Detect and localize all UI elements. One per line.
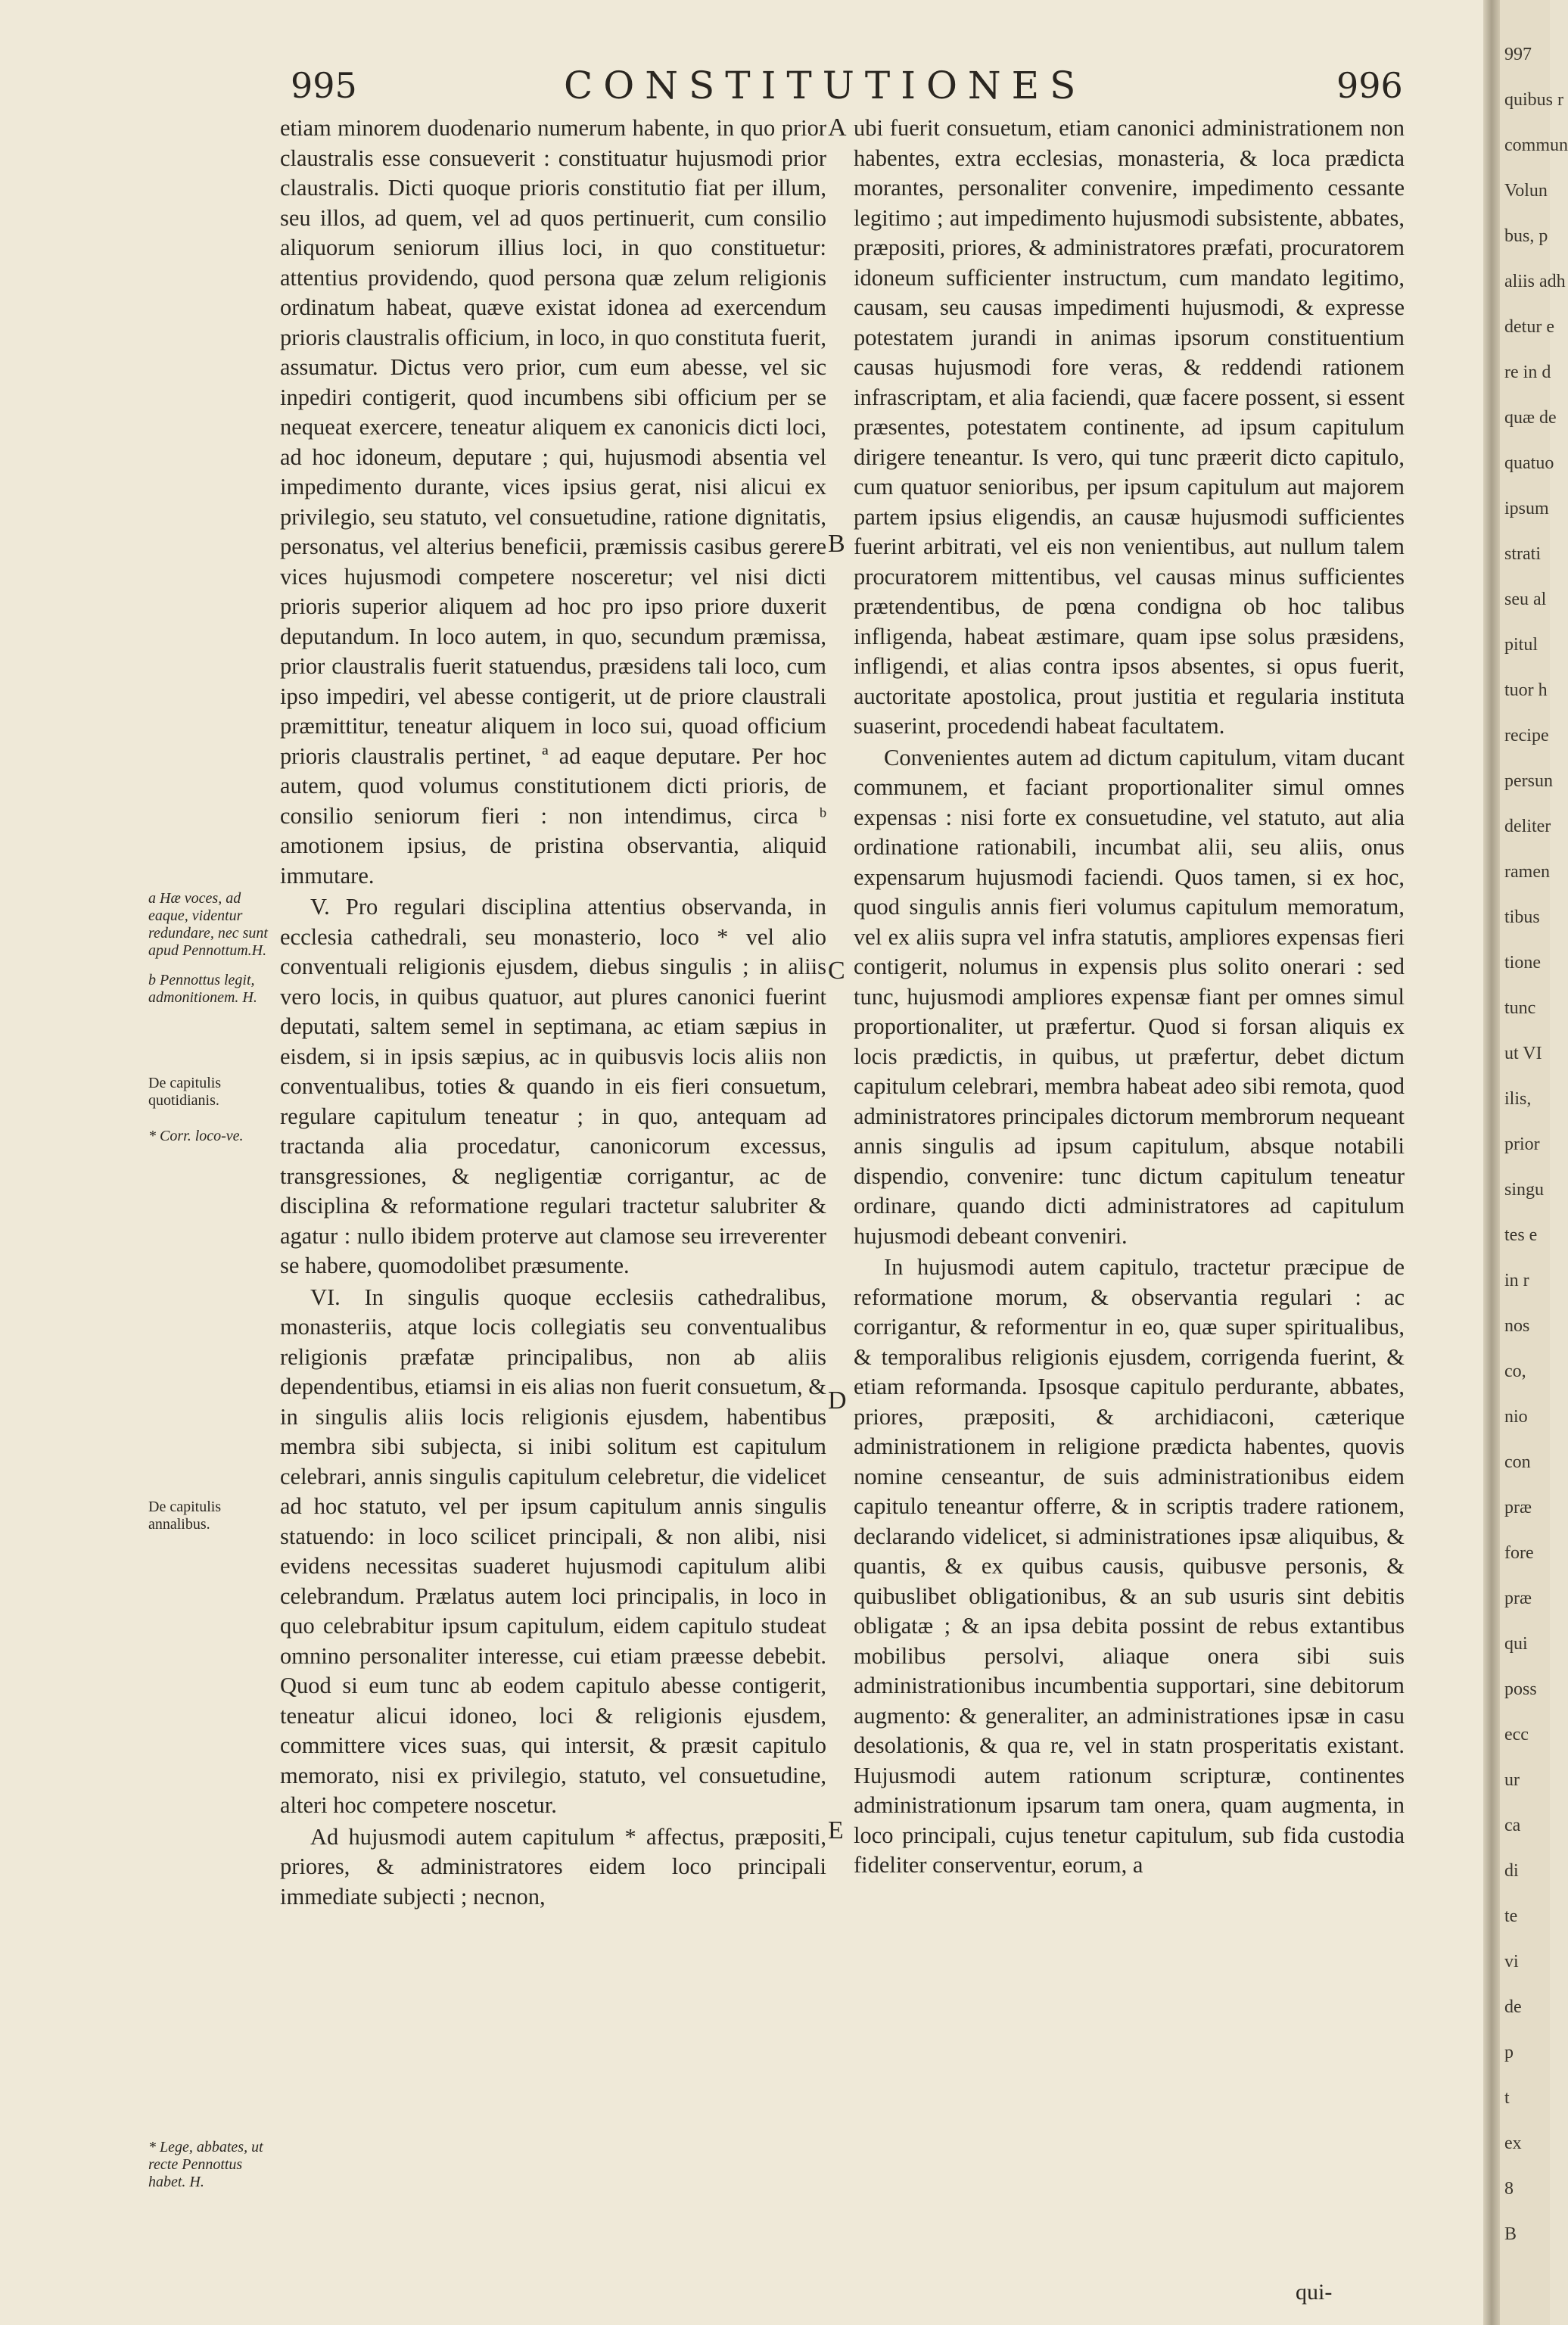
next-page-fragment: ur [1504, 1770, 1520, 1790]
next-page-edge [1500, 0, 1568, 2325]
next-page-fragment: commun [1504, 135, 1568, 155]
next-page-fragment: re in d [1504, 363, 1551, 382]
next-page-fragment: 8 [1504, 2179, 1514, 2199]
margin-note-corr: * Corr. loco-ve. [148, 1128, 244, 1144]
next-page-fragment: tes e [1504, 1225, 1538, 1245]
next-page-fragment: præ [1504, 1498, 1532, 1517]
next-page-fragment: ramen [1504, 862, 1550, 882]
next-page-fragment: pitul [1504, 635, 1538, 655]
paragraph-continuation: etiam minorem duodenario numerum habente, in quo prior claustralis esse consueverit : constituatur hujusmodi prior claustralis. Dicti quoque prioris constitutio fiat per illum, seu illos, ad quem, vel ad quos pertinuerit, cum consilio aliquorum seniorum illius loci, in quo constituetur: attentius providendo, quod persona quæ zelum religionis ordinatum habeat, quæve existat idonea ad exercendum prioris claustralis officium, in loco, in quo constituta fuerit, assumatur. Dictus vero prior, cum eum abesse, vel sic inpediri contigerit, quod incumbens sibi officium per se nequeat exercere, teneatur aliquem ex canonicis dicti loci, ad hoc idoneum, deputare ; qui, hujusmodi absentia vel impedimento durante, vices ipsius gerat, nisi alicui ex privilegio, seu statuto, vel consuetudine, ratione dignitatis, personatus, vel alterius beneficii, præmissis casibus gerere vices hujusmodi competere nosceretur; vel nisi dicti prioris superior aliquem ad hoc pro ipso priore duxerit deputandum. In loco autem, in quo, secundum præmissa, prior claustralis fuerit statuendus, præsidens tali loco, cum ipso impediri, vel abesse contigerit, ut de priore claustrali præmittitur, teneatur aliquem in loco sui, quoad officium prioris claustralis pertinet, ª ad eaque deputare. Per hoc autem, quod volumus constitutionem dicti prioris, de consilio seniorum fieri : non intendimus, circa ᵇ amotionem ipsius, de pristina observantia, aliquid immutare. [280, 115, 826, 889]
next-page-fragment: ipsum [1504, 499, 1549, 518]
next-page-fragment: B [1504, 2224, 1517, 2244]
next-page-fragment: præ [1504, 1589, 1532, 1608]
paragraph-capitulum-affectus: Ad hujusmodi autem capitulum * affectus, præpositi, priores, & administratores eidem loco principali immediate subjecti ; necnon, [280, 1823, 826, 1909]
margin-note-de-capitulis-quotidianis: De capitulis quotidianis. [148, 1075, 222, 1109]
next-page-fragment: 997 [1504, 45, 1532, 64]
next-page-fragment: in r [1504, 1271, 1529, 1290]
paragraph-section-v: V. Pro regulari disciplina attentius observanda, in ecclesia cathedrali, seu monasterio, loco * vel alio conventuali religionis ejusdem, diebus singulis ; in aliis vero locis, in quibus quatuor, aut plures canonici fuerint deputati, saltem semel in septimana, ac etiam sæpius in eisdem, si in ipsis sæpius, ac in quibusvis locis aliis non conventualibus, toties & quando in eis fieri consuetum, regulare capitulum teneatur ; in quo, antequam ad tractanda alia procedatur, canonicorum excessus, transgressiones, & negligentiæ corrigantur, ac de disciplina & reformatione regulari tractetur salubriter & agatur : nullo ibidem proterve aut clamose seu irreverenter se habere, quomodolibet præsumente. [280, 894, 826, 1278]
next-page-fragment: tunc [1504, 998, 1536, 1018]
next-page-fragment: poss [1504, 1679, 1537, 1699]
next-page-fragment: de [1504, 1997, 1522, 2017]
next-page-fragment: quatuo [1504, 453, 1554, 473]
next-page-fragment: ecc [1504, 1725, 1529, 1745]
next-page-fragment: deliter [1504, 817, 1551, 836]
next-page-fragment: aliis adh [1504, 272, 1566, 291]
right-column [854, 114, 1405, 1881]
page-number-left: 995 [291, 65, 357, 106]
next-page-fragment: seu al [1504, 590, 1547, 609]
next-page-fragment: fore [1504, 1543, 1534, 1563]
next-page-fragment: ut VI [1504, 1044, 1542, 1063]
section-letter-d: D [828, 1387, 847, 1415]
section-letter-e: E [828, 1816, 844, 1844]
next-page-fragment: tione [1504, 953, 1541, 973]
margin-note-lege-abbates: * Lege, abbates, ut recte Pennottus habet. H. [148, 2139, 263, 2190]
section-letter-a: A [828, 114, 847, 142]
next-page-fragment: co, [1504, 1362, 1526, 1381]
next-page-fragment: con [1504, 1452, 1531, 1472]
paragraph-section-vi: VI. In singulis quoque ecclesiis cathedralibus, monasteriis, atque locis collegiatis seu conventualibus religionis præfatæ principalibus, non ab aliis dependentibus, etiamsi in eis alias non fuerit consuetum, & in singulis aliis locis religionis ejusdem, habentibus membra sibi subjecta, si inibi solitum est capitulum celebrari, annis singulis capitulum celebretur, die videlicet ad hoc statuto, vel per ipsum capitulum annis singulis statuendo: in loco scilicet principali, & non alibi, nisi evidens necessitas suaderet hujusmodi capitulum alibi celebrandum. Prælatus autem loci principalis, in loco in quo celebrabitur ipsum capitulum, eidem capitulo studeat omnino personaliter interesse, cui etiam præesse debebit. Quod si eum tunc ab eodem capitulo abesse contigerit, teneatur alicui idoneo, loci & religionis ejusdem, committere vices suas, qui intersit, & præsit capitulo memorato, nisi ex privilegio, statuto, vel consuetudine, alteri hoc competere noscetur. [280, 1284, 826, 1818]
next-page-fragment: tibus [1504, 907, 1540, 927]
section-letter-b: B [828, 530, 845, 558]
next-page-fragment: nio [1504, 1407, 1528, 1427]
paragraph-in-hujusmodi: In hujusmodi autem capitulo, tractetur præcipue de reformatione morum, & observantia regulari : ac corrigantur, & reformentur in eo, quæ super spiritualibus, & temporalibus religionis ejusdem, corrigenda fuerint, & etiam reformanda. Ipsosque capitulo perdurante, abbates, priores, præpositi, & archidiaconi, cæterique administrationem in religione prædicta habentes, quovis nomine censeantur, de suis administrationibus eidem capitulo teneantur offerre, & in scriptis tradere rationem, declarando videlicet, si administrationes ipsæ aliquibus, & quantis, & ex quibus causis, quibusve personis, & quibuslibet obligationibus, & an sub usuris sint debitis obligatæ ; & an ipsa debita possint de rebus extantibus mobilibus persolvi, aliaque onera sibi suis administrationibus incumbentia supportari, sine debitorum augmento: & generaliter, an administrationes ipsæ in casu desolationis, & qua re, vel in statn prosperitatis existant. Hujusmodi autem rationum scripturæ, continentes administrationum ipsarum tam onera, quam augmenta, in loco principali, cujus tenetur capitulum, sub fida custodia fideliter conserventur, eorum, a [854, 1254, 1405, 1878]
section-letter-c: C [828, 957, 845, 985]
paragraph-ubi-fuerit: ubi fuerit consuetum, etiam canonici administrationem non habentes, extra ecclesias, monasteria, & loca prædicta morantes, personaliter convenire, impedimento cessante legitimo ; aut impedimento hujusmodi subsistente, abbates, præpositi, priores, & administratores præfati, procuratorem idoneum sufficienter instructum, cum mandato legitimo, causam, seu causas impedimenti hujusmodi, & expresse potestatem jurandi in animas ipsorum constituentium causas hujusmodi fore veras, & reddendi rationem infrascriptam, et alia faciendi, quæ facere possent, si essent præsentes, potestatem continente, ad ipsum capitulum dirigere teneantur. Is vero, qui tunc præerit dicto capitulo, cum quatuor senioribus, per ipsum capitulum aut majorem partem ipsius eligendis, an causæ hujusmodi sufficientes fuerint arbitrati, vel eis non venientibus, aut nullum talem procuratorem mittentibus, vel causas minus sufficientes prætendentibus, de pœna condigna ob hoc talibus infligenda, habeat æstimare, quam ipse solus præsidens, infligendi, et alias contra ipsos absentes, si opus fuerit, auctoritate apostolica, prout justitia et regularia instituta suaserint, procedendi habeat facultatem. [854, 115, 1405, 739]
next-page-fragment: tuor h [1504, 680, 1548, 700]
next-page-fragment: singu [1504, 1180, 1545, 1200]
next-page-fragment: Volun [1504, 181, 1548, 201]
next-page-fragment: t [1504, 2088, 1510, 2108]
next-page-fragment: qui [1504, 1634, 1528, 1654]
left-column [280, 114, 826, 1912]
margin-note-b: b Pennottus legit, admonitionem. H. [148, 972, 257, 1006]
next-page-fragment: ca [1504, 1816, 1521, 1835]
next-page-fragment: prior [1504, 1134, 1540, 1154]
next-page-fragment: nos [1504, 1316, 1530, 1336]
next-page-fragment: vi [1504, 1952, 1519, 1972]
next-page-fragment: strati [1504, 544, 1541, 564]
next-page-fragment: bus, p [1504, 226, 1548, 246]
next-page-fragment: te [1504, 1906, 1518, 1926]
next-page-fragment: ilis, [1504, 1089, 1532, 1109]
next-page-fragment: recipe [1504, 726, 1549, 745]
running-title: CONSTITUTIONES [564, 64, 1087, 107]
next-page-fragment: p [1504, 2043, 1514, 2062]
next-page-fragment: quæ de [1504, 408, 1557, 428]
next-page-fragment: di [1504, 1861, 1519, 1881]
next-page-fragment: persun [1504, 771, 1553, 791]
next-page-fragment: quibus r [1504, 90, 1563, 110]
margin-note-de-capitulis-annalibus: De capitulis annalibus. [148, 1499, 222, 1533]
book-gutter [1483, 0, 1500, 2325]
catchword: qui- [1296, 2280, 1333, 2305]
margin-note-a: a Hæ voces, ad eaque, videntur redundare, nec sunt apud Pennottum.H. [148, 890, 268, 959]
paragraph-convenientes: Convenientes autem ad dictum capitulum, vitam ducant communem, et faciant proportionaliter simul omnes expensas : nisi forte ex consuetudine, vel statuto, aut alia ordinatione rationabili, incumbat alii, seu aliis, onus expensarum hujusmodi faciendi. Quos tamen, si ex hoc, quod singulis annis fieri volumus capitulum memoratum, vel ex aliis supra vel infra statutis, ampliores expensas fieri contigerit, nolumus in expensis plus solito onerari : sed tunc, hujusmodi ampliores expensæ fiant per omnes simul proportionaliter, ut præfertur. Quod si forsan aliquis ex locis prædictis, in quibus, ut præfertur, debet dictum capitulum celebrari, membra habeat adeo sibi remota, quod administratores principales dictorum membrorum nequeant annis singulis ad ipsum capitulum, absque notabili dispendio, convenire: tunc dictum capitulum teneatur ordinare, quando dicti administratores ad capitulum hujusmodi debeant conveniri. [854, 744, 1405, 1249]
page-number-right: 996 [1336, 65, 1403, 106]
next-page-fragment: detur e [1504, 317, 1554, 337]
next-page-fragment: ex [1504, 2134, 1522, 2153]
